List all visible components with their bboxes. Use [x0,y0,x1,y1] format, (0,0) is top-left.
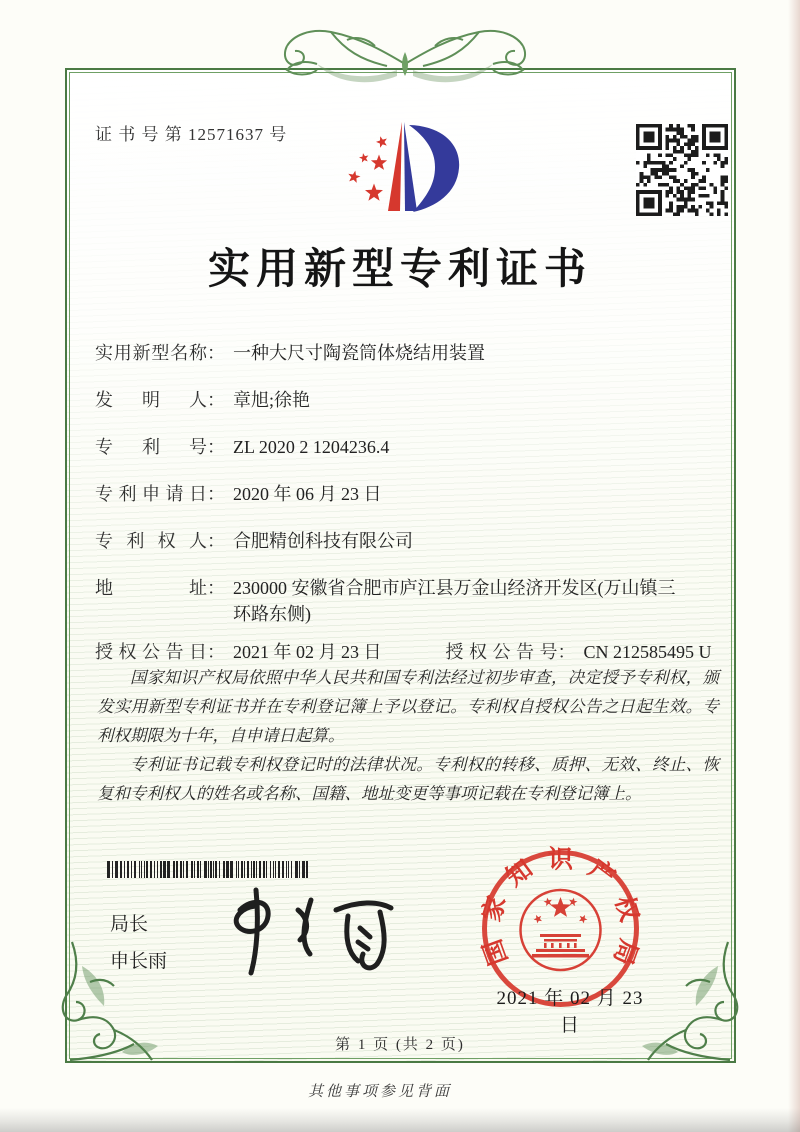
paper-edge-shadow [788,0,800,1132]
field-colon: ： [207,531,225,551]
officer-name: 申长雨 [110,951,168,972]
page-number: 第 1 页 (共 2 页) [335,1037,465,1053]
svg-text:产: 产 [583,855,620,892]
field-row [95,575,720,627]
field-label: 地址 [95,578,207,598]
field-colon: ： [207,642,225,662]
cnipa-logo-icon [330,116,480,224]
field-value: 一种大尺寸陶瓷筒体烧结用装置 [233,343,485,363]
field-value: 章旭;徐艳 [233,390,311,410]
field-pair [446,639,712,665]
national-emblem-icon [521,890,601,970]
officer-title: 局长 [110,914,149,935]
field-value: 230000 安徽省合肥市庐江县万金山经济开发区(万山镇三环路东侧) [233,578,676,624]
field-label: 实用新型名称 [95,343,207,363]
legal-paragraph: 专利证书记载专利权登记时的法律状况。专利权的转移、质押、无效、终止、恢复和专利权人的姓名或名称、国籍、地址变更等事项记载在专利登记簿上。 [97,755,719,803]
certificate-title: 实用新型专利证书 [207,247,592,293]
logo-stars [348,136,387,200]
field-value: 2021 年 02 月 23 日 [233,642,382,662]
field-label: 专利号 [95,437,207,457]
signature [212,876,412,981]
field-value: 2020 年 06 月 23 日 [233,484,382,504]
field-row [95,528,720,554]
field-row [95,481,720,507]
field-colon: ： [207,390,225,410]
field-colon: ： [207,578,225,598]
field-value: CN 212585495 U [583,642,712,662]
fields [95,340,720,686]
field-label: 专利权人 [95,531,207,551]
svg-text:权: 权 [609,892,643,925]
back-note: 其他事项参见背面 [307,1084,452,1100]
field-row [95,387,720,413]
qr-code [636,124,728,216]
field-colon: ： [557,642,576,662]
field-value: ZL 2020 2 1204236.4 [233,437,390,457]
svg-text:局: 局 [607,935,642,969]
legal-paragraph: 国家知识产权局依照中华人民共和国专利法经过初步审查，决定授予专利权，颁发实用新型专利证书并在专利登记簿上予以登记。专利权自授权公告之日起生效。专利权期限为十年，自申请日起算。 [97,668,719,745]
svg-text:国: 国 [479,935,514,969]
svg-text:识: 识 [547,846,574,874]
officer-block [110,906,167,980]
field-colon: ： [207,484,225,504]
field-label: 授权公告号 [445,642,558,662]
field-value: 合肥精创科技有限公司 [233,531,413,551]
field-row [95,639,720,665]
svg-text:知: 知 [501,855,538,892]
field-row [95,434,720,460]
certificate-number: 证 书 号 第 12571637 号 [95,125,288,144]
field-label: 发明人 [95,390,207,410]
seal-date: 2021 年 02 月 23 日 [496,988,644,1036]
field-label: 授权公告日 [95,642,207,662]
legal-paragraphs [97,663,719,808]
svg-text:家: 家 [478,892,512,925]
field-label: 专利申请日 [95,484,207,504]
field-colon: ： [207,343,225,363]
field-colon: ： [207,437,225,457]
field-row [95,340,720,366]
paper-edge-shadow [0,1108,800,1132]
